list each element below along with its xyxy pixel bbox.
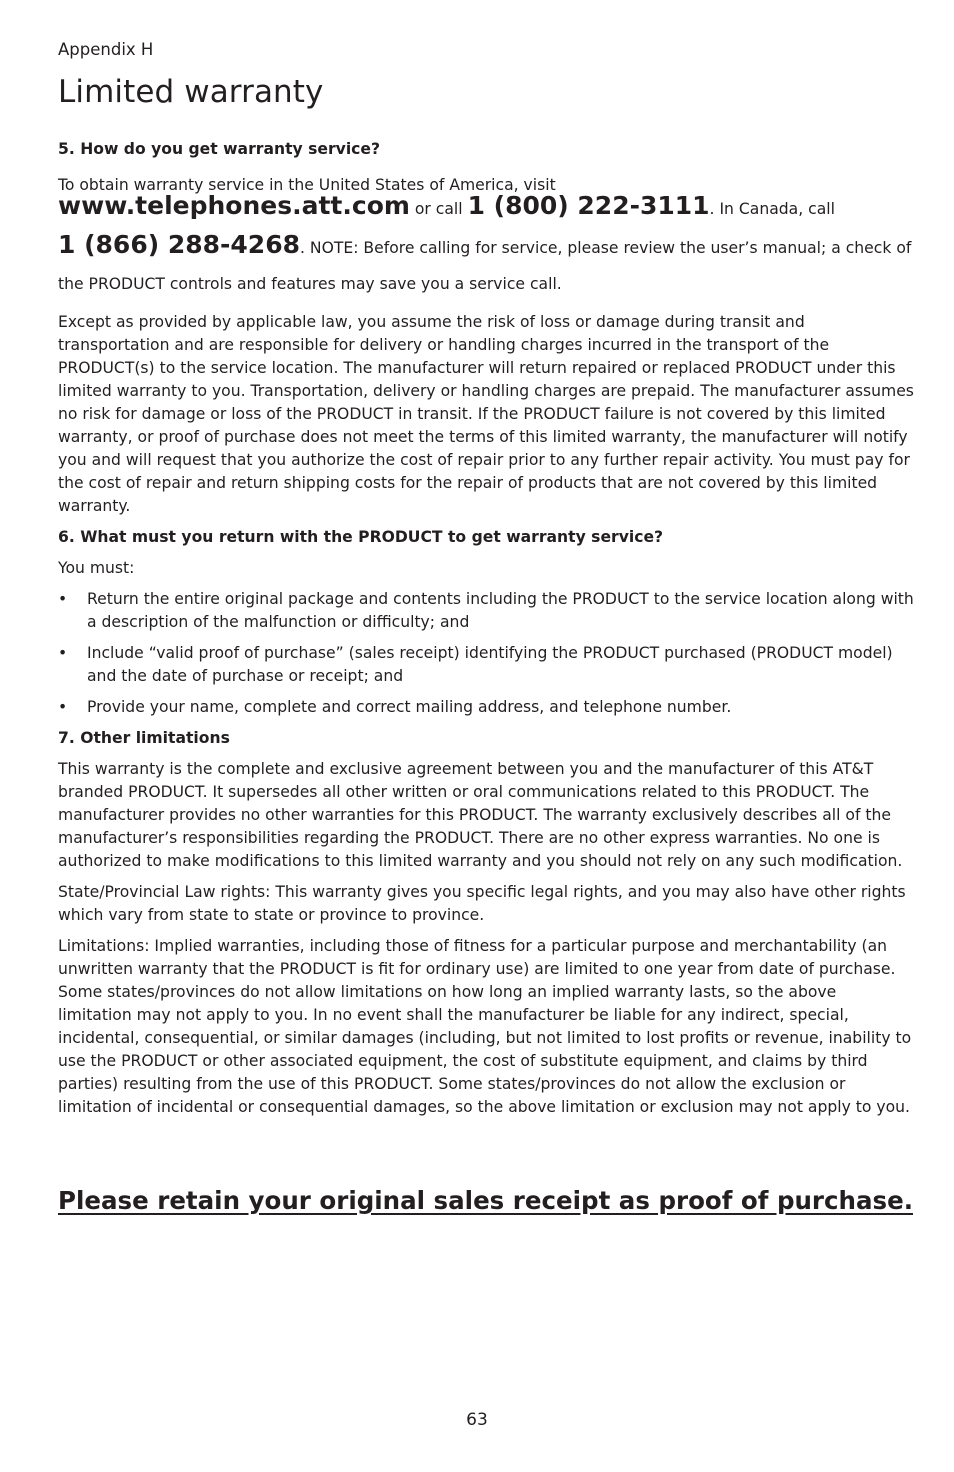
appendix-label: Appendix H (58, 40, 154, 59)
bullet-icon: • (58, 698, 68, 716)
page-number: 63 (466, 1410, 488, 1430)
bullet-icon: • (58, 644, 68, 662)
canada-text: . In Canada, call (709, 200, 835, 218)
service-contact-paragraph (58, 188, 914, 302)
section-7-limitations-paragraph: Limitations: Implied warranties, including those of fitness for a particular purpose and merchantability (an unwritten warranty that the PRODUCT is fit for ordinary use) are limited to one year from date of purchase. Some states/provinces do not allow limitations on how long an implied warranty lasts, so the above limitation may not apply to you. In no event shall the manufacturer be liable for any indirect, special, incidental, consequential, or similar damages (including, but not limited to lost profits or revenue, inability to use the PRODUCT or other associated equipment, the cost of substitute equipment, and claims by third parties) resulting from the use of this PRODUCT. Some states/provinces do not allow the exclusion or limitation of incidental or consequential damages, so the above limitation or exclusion may not apply to you. (58, 937, 912, 1116)
us-phone-number: 1 (800) 222-3111 (467, 191, 710, 220)
section-7-heading: 7. Other limitations (58, 729, 230, 747)
canada-phone-number: 1 (866) 288-4268 (58, 230, 300, 259)
page-title: Limited warranty (58, 74, 324, 110)
list-item: • Return the entire original package and contents including the PRODUCT to the service location along with a description of the malfunction or difficulty; and (58, 590, 914, 631)
warranty-content (58, 138, 914, 1119)
section-7-agreement-paragraph: This warranty is the complete and exclusive agreement between you and the manufacturer of this AT&T branded PRODUCT. It supersedes all other written or oral communications related to this PRODUCT. The manufacturer provides no other warranties for this PRODUCT. The warranty exclusively describes all of the manufacturer’s responsibilities regarding the PRODUCT. There are no other express warranties. No one is authorized to make modifications to this limited warranty and you should not rely on any such modification. (58, 760, 903, 870)
website-link[interactable]: www.telephones.att.com (58, 191, 410, 220)
you-must-label: You must: (58, 559, 135, 577)
section-5-heading: 5. How do you get warranty service? (58, 140, 381, 158)
service-note: . NOTE: Before calling for service, please review the user’s manual; a check of the PRODUCT controls and features may save you a service call. (58, 239, 912, 293)
bullet-icon: • (58, 590, 68, 608)
section-6-heading: 6. What must you return with the PRODUCT to get warranty service? (58, 528, 664, 546)
section-5-intro: To obtain warranty service in the United States of America, visit (58, 176, 556, 194)
section-5-transport-paragraph: Except as provided by applicable law, you assume the risk of loss or damage during transit and transportation and are responsible for delivery or handling charges incurred in the transport of the PRODUCT(s) to the service location. The manufacturer will return repaired or replaced PRODUCT under this limited warranty to you. Transportation, delivery or handling charges are prepaid. The manufacturer assumes no risk for damage or loss of the PRODUCT in transit. If the PRODUCT failure is not covered by this limited warranty, or proof of purchase does not meet the terms of this limited warranty, the manufacturer will notify you and will request that you authorize the cost of repair prior to any further repair activity. You must pay for the cost of repair and return shipping costs for the repair of products that are not covered by this limited warranty. (58, 313, 914, 515)
retain-receipt-notice: Please retain your original sales receipt as proof of purchase. (58, 1186, 914, 1215)
list-item: • Include “valid proof of purchase” (sales receipt) identifying the PRODUCT purchased (PRODUCT model) and the date of purchase or receipt; and (58, 644, 893, 685)
or-call-text: or call (409, 200, 468, 218)
section-7-law-rights-paragraph: State/Provincial Law rights: This warranty gives you specific legal rights, and you may also have other rights which vary from state to state or province to province. (58, 883, 906, 924)
return-requirements-list (58, 588, 914, 719)
list-item: • Provide your name, complete and correct mailing address, and telephone number. (58, 696, 914, 719)
